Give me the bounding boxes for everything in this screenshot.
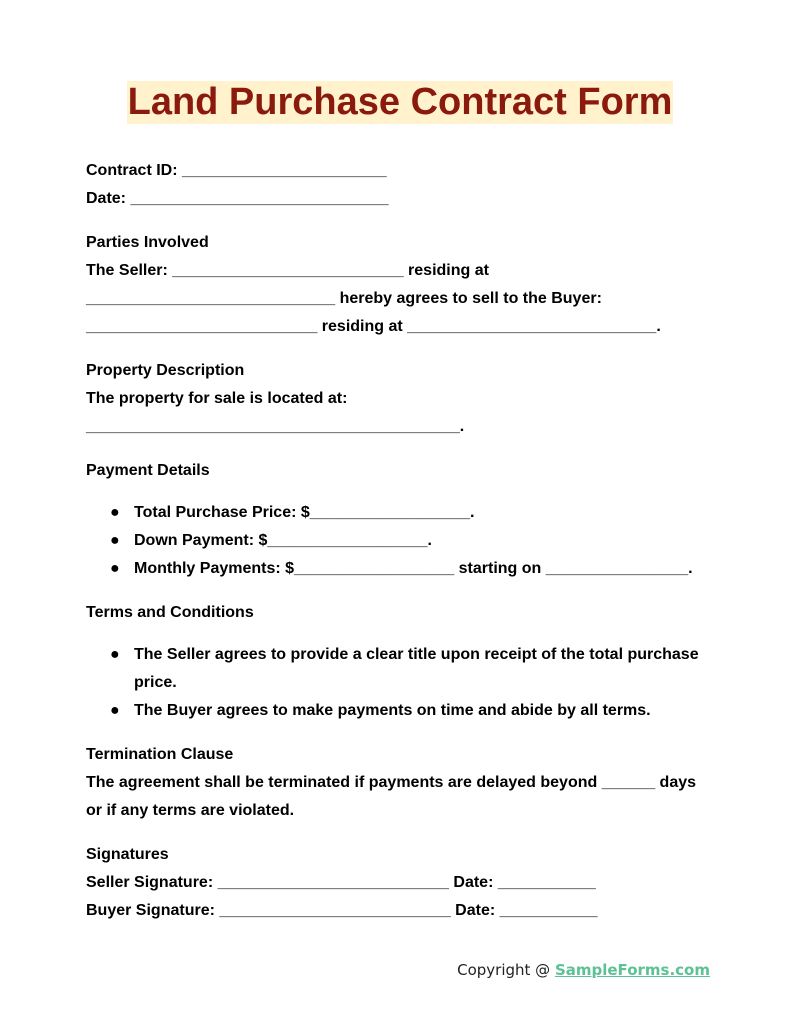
payment-item: Total Purchase Price: $__________________. [134,504,475,521]
bullet-icon: ● [110,702,120,719]
terms-list [86,641,716,725]
property-line: __________________________________________. [86,418,465,435]
parties-line: ____________________________ hereby agrees to sell to the Buyer: [86,290,602,307]
list-item [86,555,716,583]
signatures-heading: Signatures [86,846,169,863]
copyright-text: Copyright @ [457,961,555,979]
buyer-signature-line: Buyer Signature: __________________________ Date: ___________ [86,902,598,919]
property-heading: Property Description [86,362,245,379]
termination-text: The agreement shall be terminated if payments are delayed beyond ______ days or if any terms are violated. [86,774,697,819]
sampleforms-link[interactable]: SampleForms.com [554,961,710,979]
list-item [86,641,716,697]
property-line: The property for sale is located at: [86,390,348,407]
list-item [86,527,716,555]
bullet-icon: ● [110,646,120,663]
payment-item: Down Payment: $__________________. [134,532,432,549]
payment-item: Monthly Payments: $__________________ starting on ________________. [134,560,693,577]
terms-item: The Buyer agrees to make payments on time and abide by all terms. [134,702,651,719]
copyright-footer [457,961,710,979]
contract-id-field: Contract ID: _______________________ [86,162,387,179]
page-title: Land Purchase Contract Form [127,81,673,123]
parties-line: The Seller: __________________________ residing at [86,262,489,279]
bullet-icon: ● [110,532,120,549]
payment-list [86,499,716,583]
termination-heading: Termination Clause [86,746,234,763]
list-item [86,697,716,725]
title-wrap [0,81,800,124]
parties-line: __________________________ residing at ____________________________. [86,318,661,335]
parties-heading: Parties Involved [86,234,209,251]
form-body [86,157,716,925]
list-item [86,499,716,527]
seller-signature-line: Seller Signature: __________________________ Date: ___________ [86,874,596,891]
date-field: Date: _____________________________ [86,190,389,207]
bullet-icon: ● [110,560,120,577]
terms-item: The Seller agrees to provide a clear title upon receipt of the total purchase price. [134,646,699,691]
terms-heading: Terms and Conditions [86,604,254,621]
payment-heading: Payment Details [86,462,210,479]
bullet-icon: ● [110,504,120,521]
